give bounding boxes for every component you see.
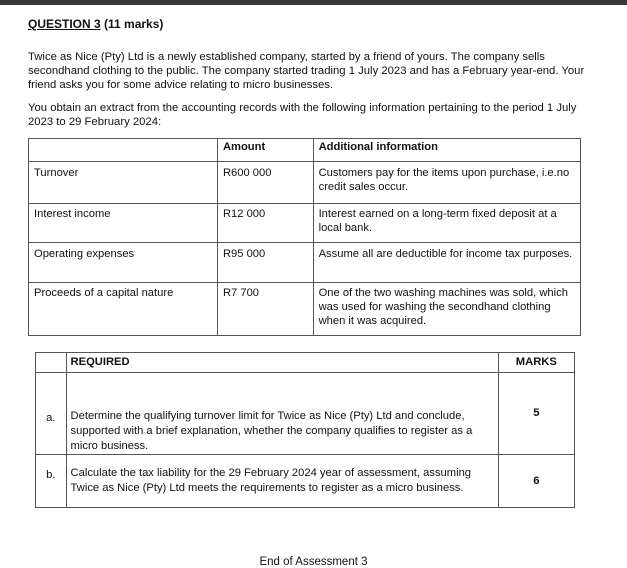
row-item: Turnover [29, 162, 218, 204]
item-text-cell [66, 373, 498, 455]
table-row [29, 204, 581, 243]
item-letter-cell [36, 455, 67, 508]
item-text: Calculate the tax liability for the 29 February 2024 year of assessment, assuming Twice as Nice (Pty) Ltd meets the requirements to register as a micro business. [70, 467, 472, 494]
table-row [29, 283, 581, 336]
table-row [29, 162, 581, 204]
item-marks: 6 [498, 455, 574, 508]
required-header-blank [36, 353, 67, 373]
required-item-b [36, 455, 575, 508]
header-amount: Amount [217, 139, 313, 162]
item-text-cell [66, 455, 498, 508]
row-amount: R600 000 [217, 162, 313, 204]
top-border [0, 0, 627, 5]
extract-paragraph: You obtain an extract from the accounting records with the following information pertaining to the period 1 July 2023 to 29 February 2024: [28, 102, 577, 128]
footer-text: End of Assessment 3 [259, 556, 368, 568]
question-number: QUESTION 3 [28, 17, 101, 31]
item-letter: a. [46, 412, 56, 424]
item-letter-cell [36, 373, 67, 455]
marks-header: MARKS [498, 353, 574, 373]
question-title [28, 17, 163, 31]
required-item-a [36, 373, 575, 455]
item-marks: 5 [498, 373, 574, 455]
row-info: Interest earned on a long-term fixed deposit at a local bank. [313, 204, 580, 243]
row-amount: R7 700 [217, 283, 313, 336]
row-amount: R12 000 [217, 204, 313, 243]
row-info: Customers pay for the items upon purchase, i.e.no credit sales occur. [313, 162, 580, 204]
required-header: REQUIRED [66, 353, 498, 373]
row-info: Assume all are deductible for income tax purposes. [313, 243, 580, 283]
required-table [35, 352, 575, 508]
row-item: Operating expenses [29, 243, 218, 283]
table-row [29, 243, 581, 283]
item-text: Determine the qualifying turnover limit for Twice as Nice (Pty) Ltd and conclude, supported with a brief explanation, whether the company qualifies to register as a micro business. [70, 410, 473, 452]
table-header-row [29, 139, 581, 162]
accounting-extract-table [28, 138, 581, 336]
required-header-row [36, 353, 575, 373]
row-info: One of the two washing machines was sold, which was used for washing the secondhand clothing when it was acquired. [313, 283, 580, 336]
item-letter: b. [46, 469, 56, 481]
header-item [29, 139, 218, 162]
row-amount: R95 000 [217, 243, 313, 283]
row-item: Proceeds of a capital nature [29, 283, 218, 336]
row-item: Interest income [29, 204, 218, 243]
header-additional-info: Additional information [313, 139, 580, 162]
intro-paragraph: Twice as Nice (Pty) Ltd is a newly established company, started by a friend of yours. The company sells secondhand clothing to the public. The company started trading 1 July 2023 and has a February year-end. Your friend asks you for some advice relating to micro businesses. [28, 51, 585, 91]
question-marks: (11 marks) [104, 17, 164, 31]
